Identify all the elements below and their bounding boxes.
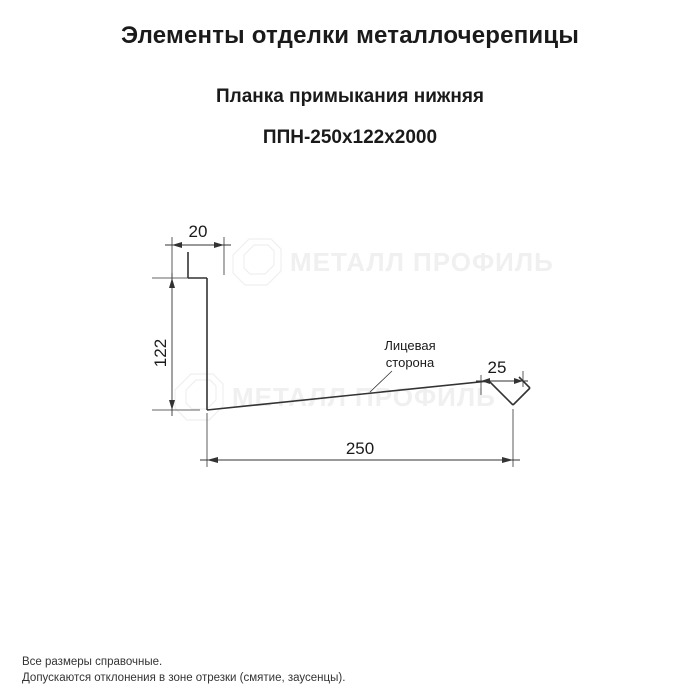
footnote-2: Допускаются отклонения в зоне отрезки (смятие, заусенцы). — [22, 672, 346, 684]
annotation-front-side-line2: сторона — [385, 355, 435, 370]
product-code: ППН-250х122х2000 — [262, 127, 438, 148]
arrow-left — [207, 457, 218, 463]
dimension-label-width: 250 — [345, 439, 375, 458]
drawing-svg — [0, 175, 700, 605]
page-title: Элементы отделки металлочерепицы — [120, 22, 580, 49]
watermark-text-top: МЕТАЛЛ ПРОФИЛЬ — [290, 247, 554, 277]
footnotes — [22, 654, 345, 686]
watermark-text-middle: МЕТАЛЛ ПРОФИЛЬ — [232, 382, 496, 412]
arrow-down — [169, 400, 175, 410]
dimension-width — [200, 409, 520, 467]
annotation-front-side-line1: Лицевая — [384, 338, 436, 353]
arrow-left — [172, 242, 182, 248]
technical-drawing — [0, 175, 700, 605]
arrow-right — [502, 457, 513, 463]
product-name: Планка примыкания нижняя — [215, 86, 485, 107]
footnote-1: Все размеры справочные. — [22, 656, 163, 668]
dimension-label-return-lip: 25 — [487, 358, 507, 377]
dimension-label-top-flange: 20 — [188, 222, 208, 241]
arrow-up — [169, 278, 175, 288]
dimension-top-flange — [165, 222, 231, 277]
arrow-right — [214, 242, 224, 248]
dimension-label-height: 122 — [151, 338, 170, 368]
watermark-top — [233, 239, 554, 285]
